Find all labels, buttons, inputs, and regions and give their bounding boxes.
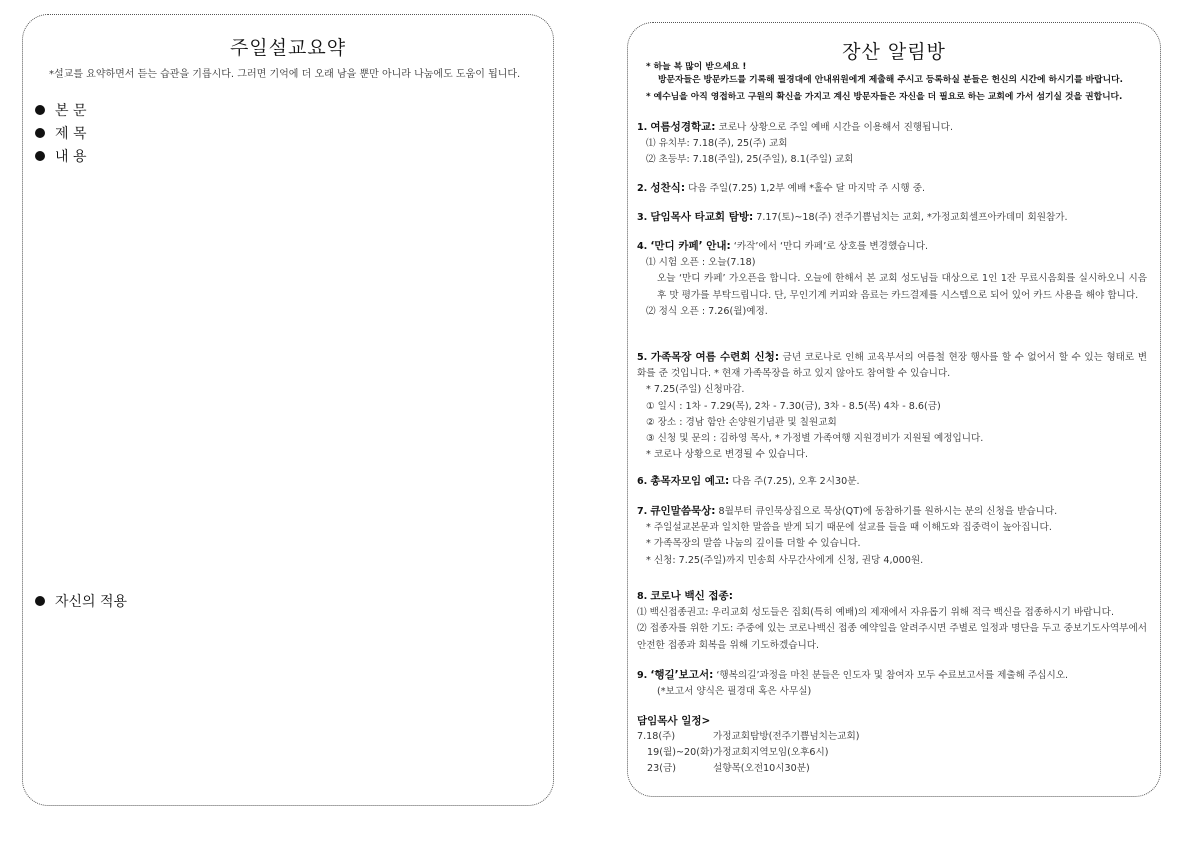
item-text: 8월부터 큐인묵상집으로 묵상(QT)에 동참하기를 원하시는 분의 신청을 받습니다. — [715, 506, 1058, 517]
item-number: 1. — [637, 122, 648, 133]
item-text: 코로나 상황으로 주일 예배 시간을 이용해서 진행됩니다. — [715, 122, 954, 133]
announcement-item — [637, 503, 1149, 569]
item-line: ⑴ 유치부: 7.18(주), 25(주) 교회 — [646, 138, 788, 150]
greeting-notice: * 하늘 복 많이 받으세요 ! — [646, 62, 747, 72]
item-text: 다음 주(7.25), 오후 2시30분. — [729, 476, 860, 487]
announcement-item — [637, 588, 1149, 654]
announcement-item — [637, 349, 1149, 463]
schedule-event: 가정교회탐방(전주기쁨넘치는교회) — [713, 731, 860, 742]
item-text: ‘행복의길’과정을 마친 분들은 인도자 및 참여자 모두 수료보고서를 제출해 주십시오. — [713, 670, 1069, 681]
bullet-label: 본 문 — [55, 103, 87, 119]
announcement-item — [637, 473, 1149, 490]
item-line: * 가족목장의 말씀 나눔의 깊이를 더할 수 있습니다. — [646, 538, 861, 550]
bullet-dot-icon — [35, 596, 45, 606]
announcements-panel — [627, 22, 1161, 797]
announcement-item — [637, 238, 1149, 320]
bullet-dot-icon — [35, 151, 45, 161]
item-title: 담임목사 타교회 탐방: — [650, 211, 754, 223]
schedule-row — [637, 745, 860, 761]
item-title: 성찬식: — [650, 182, 686, 194]
item-line: * 신청: 7.25(주일)까지 민송희 사무간사에게 신청, 권당 4,000원. — [646, 554, 924, 566]
item-number: 7. — [637, 506, 648, 517]
item-title: 총목자모임 예고: — [650, 475, 730, 487]
schedule-event: 가정교회지역모임(오후6시) — [713, 747, 829, 758]
item-text: 7.17(토)~18(주) 전주기쁨넘치는 교회, *가정교회셀프아카데미 회원참가. — [753, 212, 1068, 223]
item-line: ② 장소 : 경남 함안 손양원기념관 및 칠원교회 — [646, 416, 837, 428]
item-number: 6. — [637, 476, 648, 487]
item-number: 4. — [637, 241, 648, 252]
item-number: 3. — [637, 212, 648, 223]
bullet-label: 제 목 — [55, 126, 87, 142]
item-title: ‘행길’보고서: — [650, 669, 714, 681]
sermon-summary-title: 주일설교요약 — [229, 37, 347, 59]
sermon-title-bullet — [35, 123, 87, 143]
visitor-church-notice: * 예수님을 아직 영접하고 구원의 확신을 가지고 계신 방문자들은 자신을 더 필요로 하는 교회에 가서 섬기실 것을 권합니다. — [646, 92, 1123, 102]
announcement-item — [637, 180, 1149, 197]
item-number: 9. — [637, 670, 648, 681]
item-line: * 주일설교본문과 일치한 말씀을 받게 되기 때문에 설교를 들을 때 이해도와 집중력이 높아집니다. — [646, 522, 1052, 534]
bullet-dot-icon — [35, 128, 45, 138]
bullet-dot-icon — [35, 105, 45, 115]
item-line: (*보고서 양식은 필경대 혹은 사무실) — [657, 686, 812, 698]
item-line: ⑴ 백신접종권고: 우리교회 성도들은 집회(특히 예배)의 제재에서 자유롭기 위해 적극 백신을 접종하시기 바랍니다. — [637, 607, 1114, 619]
item-title: 큐인말씀묵상: — [650, 505, 716, 517]
visitor-card-notice: 방문자들은 방문카드를 기록해 필경대에 안내위원에게 제출해 주시고 등록하실 분들은 헌신의 시간에 하시기를 바랍니다. — [658, 75, 1123, 85]
item-number: 8. — [637, 591, 648, 602]
content-bullet — [35, 146, 87, 166]
scripture-bullet — [35, 100, 87, 120]
sermon-summary-panel — [22, 14, 554, 806]
announcement-item — [637, 119, 1149, 169]
item-line: * 코로나 상황으로 변경될 수 있습니다. — [646, 449, 809, 461]
schedule-row — [637, 761, 860, 777]
schedule-date: 7.18(주) — [637, 731, 676, 742]
item-number: 5. — [637, 352, 648, 363]
item-text: 금년 코로나로 인해 교육부서의 여름철 현장 행사를 할 수 없어서 할 수 있는 형태로 변화를 준 것입니다. * 현재 가족목장을 하고 있지 않아도 참여할 수 있습니다. — [637, 352, 1147, 380]
item-title: 가족목장 여름 수련회 신청: — [650, 351, 780, 363]
item-text: ‘카작’에서 ‘만디 카페’로 상호를 변경했습니다. — [730, 241, 929, 252]
announcements-title: 장산 알림방 — [842, 41, 946, 63]
item-number: 2. — [637, 183, 648, 194]
item-line: ③ 신청 및 문의 : 김하영 목사, * 가정별 가족여행 지원경비가 지원될 예정입니다. — [646, 433, 984, 445]
pastor-schedule — [637, 713, 860, 777]
item-paragraph: ⑵ 접종자를 위한 기도: 주중에 있는 코로나백신 접종 예약일을 알려주시면 주별로 일정과 명단을 두고 중보기도사역부에서 안전한 접종과 회복을 위해 기도하겠습니다. — [637, 623, 1147, 651]
item-title: 코로나 백신 접종: — [650, 590, 733, 602]
schedule-event: 설향목(오전10시30분) — [713, 763, 810, 774]
schedule-row — [637, 729, 860, 745]
item-line: ⑵ 초등부: 7.18(주일), 25(주일), 8.1(주일) 교회 — [646, 154, 854, 166]
bullet-label: 자신의 적용 — [55, 594, 128, 610]
announcement-item — [637, 667, 1149, 700]
item-text: 다음 주일(7.25) 1,2부 예배 *홀수 달 마지막 주 시행 중. — [685, 183, 926, 194]
schedule-title: 담임목사 일정> — [637, 715, 711, 727]
item-line: ⑵ 정식 오픈 : 7.26(월)예정. — [646, 305, 768, 317]
announcement-item — [637, 209, 1149, 226]
bullet-label: 내 용 — [55, 149, 87, 165]
item-line: ⑴ 시험 오픈 : 오늘(7.18) — [646, 257, 756, 269]
schedule-date: 19(월)~20(화) — [647, 747, 713, 758]
item-line: ① 일시 : 1차 - 7.29(목), 2차 - 7.30(금), 3차 - 8.5(목) 4차 - 8.6(금) — [646, 400, 941, 412]
sermon-summary-instruction: *설교를 요약하면서 듣는 습관을 기릅시다. 그러면 기억에 더 오래 남을 뿐만 아니라 나눔에도 도움이 됩니다. — [49, 69, 521, 80]
item-line: * 7.25(주일) 신청마감. — [646, 384, 745, 396]
application-bullet — [35, 591, 127, 611]
item-title: 여름성경학교: — [650, 121, 716, 133]
schedule-date: 23(금) — [647, 763, 676, 774]
item-title: ‘만디 카페’ 안내: — [650, 240, 731, 252]
item-paragraph: 오늘 ‘만디 카페’ 가오픈을 합니다. 오늘에 한해서 본 교회 성도님들 대상으로 1인 1잔 무료시음회를 실시하오니 시음 후 맛 평가를 부탁드립니다. 단, 무인기계 커피와 음료는 카드결제를 시스템으로 되어 있어 카드 사용을 해야 합니다. — [657, 273, 1147, 301]
